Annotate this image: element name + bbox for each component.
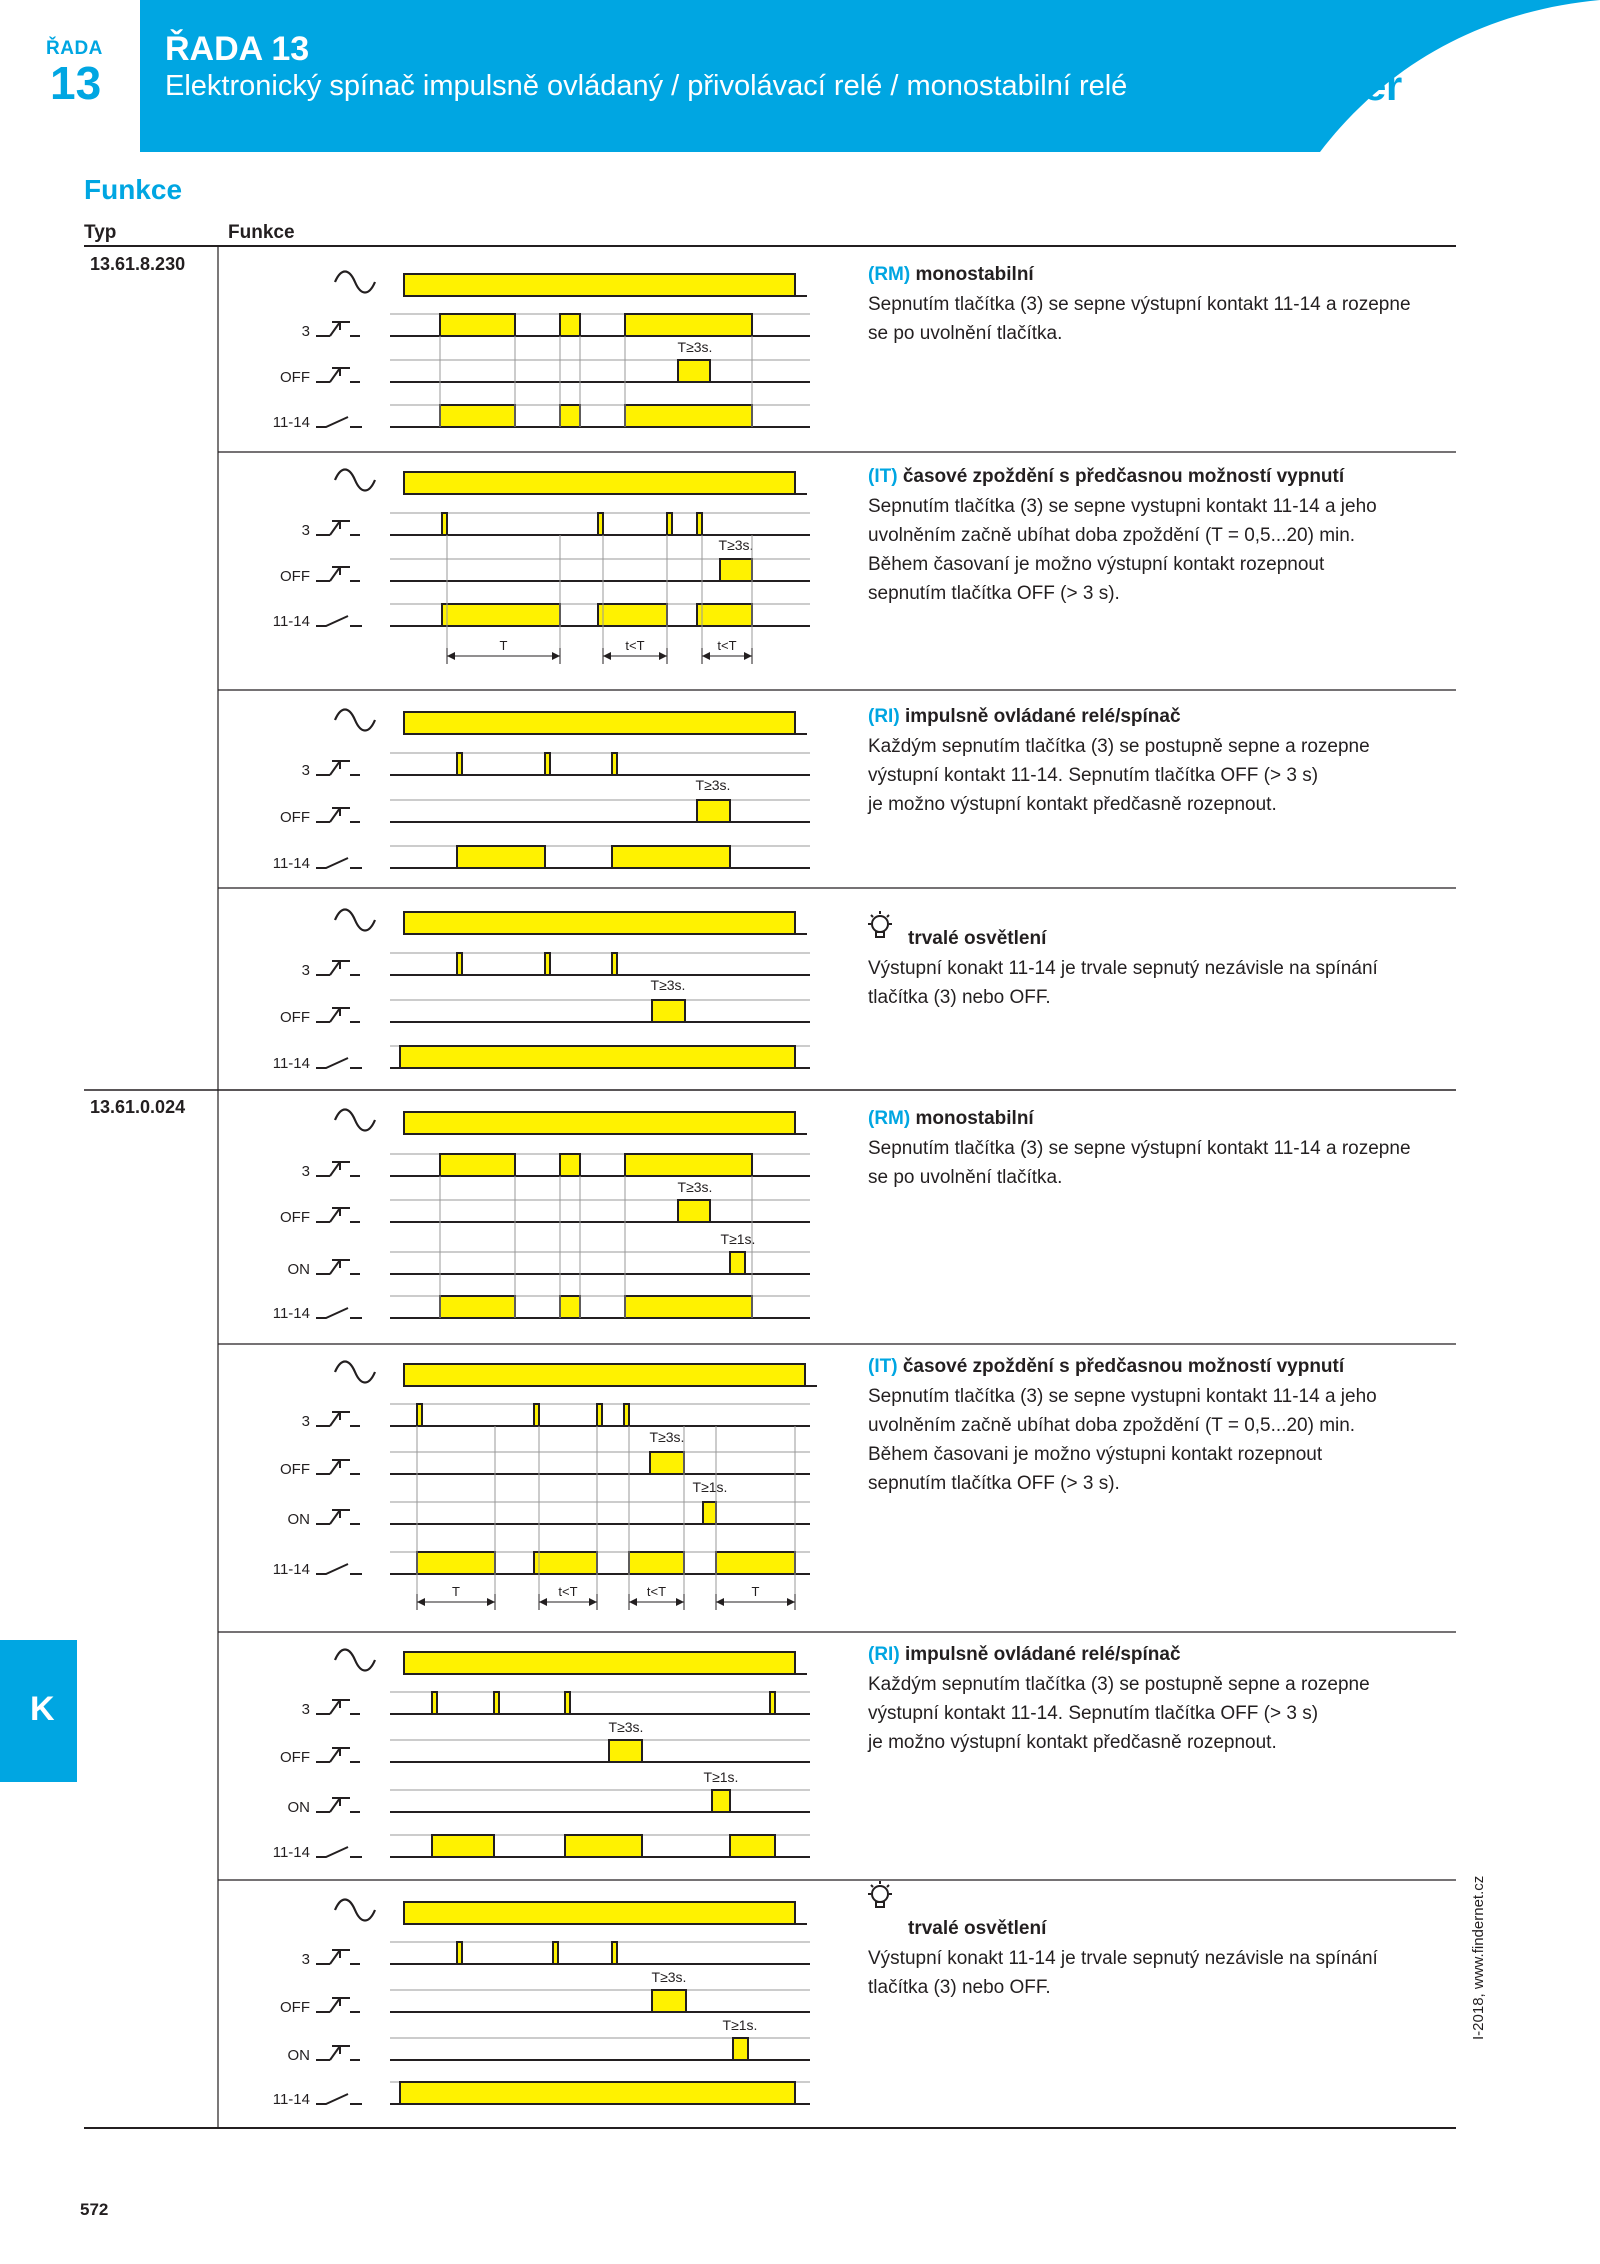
signal-pulse: [565, 1835, 642, 1857]
ac-supply-icon: [335, 910, 375, 931]
signal-pulse: [697, 513, 702, 535]
signal-pulse: [417, 1404, 422, 1426]
signal-pulse: [440, 1296, 515, 1318]
contact-icon: [316, 417, 362, 427]
signal-label: 11-14: [272, 613, 310, 630]
signal-pulse: [730, 1835, 775, 1857]
signal-label: 11-14: [272, 1305, 310, 1322]
contact-icon: [316, 1308, 362, 1318]
signal-pulse: [440, 405, 515, 427]
dimension-label: T: [499, 638, 508, 653]
dimension-label: t<T: [717, 638, 737, 653]
timing-note: T≥3s.: [651, 1969, 687, 1985]
signal-pulse: [624, 1404, 629, 1426]
ac-supply-icon: [335, 1362, 375, 1383]
function-desc-permanent-2: Výstupní konakt 11-14 je trvale sepnutý nezávisle na spínání tlačítka (3) nebo OFF.: [868, 1948, 1378, 1998]
ac-supply-icon: [335, 1650, 375, 1671]
signal-label: OFF: [280, 1461, 310, 1478]
pushbutton-icon: [316, 2046, 360, 2060]
function-desc-ri: Každým sepnutím tlačítka (3) se postupně sepne a rozepne výstupní kontakt 11-14. Sepnutím tlačítka OFF (> 3 s) je možno výstupní kontakt předčasně rozepnout.: [868, 736, 1370, 815]
function-desc-rm: Sepnutím tlačítka (3) se sepne výstupní kontakt 11-14 a rozepne se po uvolnění tlačítka.: [868, 294, 1411, 344]
dimension-label: T: [452, 1584, 460, 1599]
signal-pulse: [730, 1252, 745, 1274]
signal-label: 11-14: [272, 1055, 310, 1072]
signal-pulse: [703, 1502, 716, 1524]
signal-pulse: [534, 1404, 539, 1426]
signal-pulse: [612, 753, 617, 775]
pushbutton-icon: [316, 1260, 360, 1274]
timing-note: T≥3s.: [649, 1429, 685, 1445]
signal-pulse: [720, 559, 752, 581]
logo-text: finder: [1288, 62, 1402, 109]
signal-label: 3: [301, 762, 310, 779]
signal-pulse: [545, 953, 550, 975]
timing-note: T≥3s.: [695, 777, 731, 793]
signal-pulse: [597, 1404, 602, 1426]
signal-pulse: [457, 953, 462, 975]
function-desc-it: Sepnutím tlačítka (3) se sepne vystupni kontakt 11-14 a jeho uvolněním začně ubíhat doba zpoždění (T = 0,5...20) min. Během časovaní je možno výstupní kontakt rozepnout sepnutím tlačítka OFF (> 3 s).: [868, 496, 1377, 604]
signal-label: 3: [301, 1951, 310, 1968]
signal-pulse: [457, 753, 462, 775]
pushbutton-icon: [316, 808, 360, 822]
signal-pulse: [650, 1452, 684, 1474]
section-title: Funkce: [84, 174, 183, 205]
pushbutton-icon: [316, 1700, 360, 1714]
timing-note: T≥1s.: [722, 2017, 758, 2033]
signal-pulse: [404, 1902, 795, 1924]
dimension-label: t<T: [625, 638, 645, 653]
signal-label: ON: [287, 2047, 310, 2064]
signal-label: OFF: [280, 1209, 310, 1226]
signal-label: OFF: [280, 1999, 310, 2016]
ac-supply-icon: [335, 1110, 375, 1131]
pushbutton-icon: [316, 1510, 360, 1524]
signal-pulse: [457, 846, 545, 868]
signal-pulse: [652, 1000, 685, 1022]
signal-pulse: [404, 274, 795, 296]
signal-pulse: [400, 1046, 795, 1068]
signal-pulse: [678, 360, 710, 382]
contact-icon: [316, 2094, 362, 2104]
timing-note: T≥1s.: [692, 1479, 728, 1495]
function-title-rm-2: (RM) monostabilní: [868, 1108, 1034, 1129]
ac-supply-icon: [335, 710, 375, 731]
signal-label: 3: [301, 323, 310, 340]
signal-label: 3: [301, 1163, 310, 1180]
timing-note: T≥3s.: [677, 1179, 713, 1195]
signal-pulse: [560, 314, 580, 336]
signal-pulse: [553, 1942, 558, 1964]
series-label-small: ŘADA: [46, 38, 103, 59]
pushbutton-icon: [316, 322, 360, 336]
signal-pulse: [652, 1990, 686, 2012]
signal-pulse: [404, 1364, 805, 1386]
timing-note: T≥1s.: [720, 1231, 756, 1247]
pushbutton-icon: [316, 1798, 360, 1812]
pushbutton-icon: [316, 761, 360, 775]
signal-label: 11-14: [272, 414, 310, 431]
function-title-permanent: trvalé osvětlení: [908, 928, 1047, 949]
pushbutton-icon: [316, 1748, 360, 1762]
pushbutton-icon: [316, 1998, 360, 2012]
series-number: 13: [50, 57, 102, 109]
signal-pulse: [712, 1790, 730, 1812]
timing-note: T≥3s.: [650, 977, 686, 993]
ac-supply-icon: [335, 470, 375, 491]
signal-pulse: [625, 1154, 752, 1176]
signal-label: OFF: [280, 568, 310, 585]
dimension-label: T: [751, 1584, 760, 1599]
signal-label: 3: [301, 962, 310, 979]
signal-pulse: [534, 1552, 597, 1574]
signal-pulse: [440, 1154, 515, 1176]
signal-pulse: [494, 1692, 499, 1714]
signal-pulse: [545, 753, 550, 775]
series-subtitle: Elektronický spínač impulsně ovládaný / přivolávací relé / monostabilní relé: [165, 70, 1128, 102]
signal-label: ON: [287, 1261, 310, 1278]
pushbutton-icon: [316, 1460, 360, 1474]
timing-note: T≥3s.: [718, 537, 754, 553]
signal-pulse: [440, 314, 515, 336]
signal-pulse: [612, 846, 730, 868]
signal-pulse: [404, 1112, 795, 1134]
signal-pulse: [678, 1200, 710, 1222]
pushbutton-icon: [316, 1162, 360, 1176]
type-code-1: 13.61.8.230: [90, 254, 186, 274]
pushbutton-icon: [316, 1208, 360, 1222]
signal-pulse: [560, 1154, 580, 1176]
timing-note: T≥3s.: [677, 339, 713, 355]
signal-label: ON: [287, 1511, 310, 1528]
function-desc-ri-2: Každým sepnutím tlačítka (3) se postupně sepne a rozepne výstupní kontakt 11-14. Sepnutím tlačítka OFF (> 3 s) je možno výstupní kontakt předčasně rozepnout.: [868, 1674, 1370, 1753]
signal-pulse: [400, 2082, 795, 2104]
signal-pulse: [770, 1692, 775, 1714]
signal-pulse: [733, 2038, 748, 2060]
signal-pulse: [442, 604, 560, 626]
dimension-label: t<T: [646, 1584, 667, 1599]
function-title-rm: (RM) monostabilní: [868, 264, 1034, 285]
signal-label: 11-14: [272, 1844, 310, 1861]
ac-supply-icon: [335, 1900, 375, 1921]
pushbutton-icon: [316, 368, 360, 382]
signal-label: OFF: [280, 1009, 310, 1026]
signal-label: 3: [301, 1701, 310, 1718]
signal-label: ON: [287, 1799, 310, 1816]
timing-note: T≥1s.: [703, 1769, 739, 1785]
signal-label: 3: [301, 1413, 310, 1430]
signal-pulse: [598, 604, 667, 626]
signal-pulse: [404, 1652, 795, 1674]
signal-pulse: [625, 314, 752, 336]
function-desc-it-2: Sepnutím tlačítka (3) se sepne vystupni kontakt 11-14 a jeho uvolněním začně ubíhat doba zpoždění (T = 0,5...20) min. Během časovani je možno výstupni kontakt rozepnout sepnutím tlačítka OFF (> 3 s).: [868, 1386, 1377, 1494]
column-header-typ: Typ: [84, 222, 117, 243]
signal-pulse: [629, 1552, 684, 1574]
signal-pulse: [625, 1296, 752, 1318]
signal-pulse: [457, 1942, 462, 1964]
signal-label: 11-14: [272, 855, 310, 872]
function-title-ri: (RI) impulsně ovládané relé/spínač: [868, 706, 1181, 727]
signal-pulse: [667, 513, 672, 535]
signal-pulse: [432, 1692, 437, 1714]
contact-icon: [316, 1564, 362, 1574]
signal-pulse: [609, 1740, 642, 1762]
signal-pulse: [716, 1552, 795, 1574]
signal-label: OFF: [280, 809, 310, 826]
signal-pulse: [612, 1942, 617, 1964]
signal-label: 11-14: [272, 1561, 310, 1578]
contact-icon: [316, 858, 362, 868]
signal-pulse: [697, 604, 752, 626]
function-title-permanent-2: trvalé osvětlení: [908, 1918, 1047, 1939]
signal-pulse: [560, 1296, 580, 1318]
side-tab-letter: K: [30, 1690, 55, 1728]
function-desc-rm-2: Sepnutím tlačítka (3) se sepne výstupní kontakt 11-14 a rozepne se po uvolnění tlačítka.: [868, 1138, 1411, 1188]
pushbutton-icon: [316, 1412, 360, 1426]
function-title-ri-2: (RI) impulsně ovládané relé/spínač: [868, 1644, 1181, 1665]
dimension-label: t<T: [558, 1584, 578, 1599]
signal-pulse: [404, 912, 795, 934]
pushbutton-icon: [316, 1008, 360, 1022]
signal-pulse: [560, 405, 580, 427]
signal-pulse: [697, 800, 730, 822]
signal-label: OFF: [280, 1749, 310, 1766]
signal-pulse: [612, 953, 617, 975]
column-header-funkce: Funkce: [228, 222, 295, 243]
function-desc-permanent: Výstupní konakt 11-14 je trvale sepnutý nezávisle na spínání tlačítka (3) nebo OFF.: [868, 958, 1378, 1008]
contact-icon: [316, 616, 362, 626]
signal-pulse: [598, 513, 603, 535]
series-title: ŘADA 13: [165, 30, 310, 68]
signal-pulse: [404, 472, 795, 494]
copyright: I-2018, www.findernet.cz: [1470, 1875, 1487, 2040]
signal-pulse: [432, 1835, 494, 1857]
function-title-it: (IT) časové zpoždění s předčasnou možností vypnutí: [868, 466, 1345, 487]
signal-label: OFF: [280, 369, 310, 386]
signal-pulse: [565, 1692, 570, 1714]
pushbutton-icon: [316, 521, 360, 535]
type-code-2: 13.61.0.024: [90, 1097, 186, 1117]
signal-pulse: [404, 712, 795, 734]
signal-pulse: [417, 1552, 495, 1574]
pushbutton-icon: [316, 961, 360, 975]
pushbutton-icon: [316, 1950, 360, 1964]
timing-note: T≥3s.: [608, 1719, 644, 1735]
signal-pulse: [442, 513, 447, 535]
ac-supply-icon: [335, 272, 375, 293]
signal-label: 11-14: [272, 2091, 310, 2108]
contact-icon: [316, 1058, 362, 1068]
contact-icon: [316, 1847, 362, 1857]
signal-label: 3: [301, 522, 310, 539]
signal-pulse: [625, 405, 752, 427]
pushbutton-icon: [316, 567, 360, 581]
page-number: 572: [80, 2200, 109, 2219]
function-title-it-2: (IT) časové zpoždění s předčasnou možností vypnutí: [868, 1356, 1345, 1377]
